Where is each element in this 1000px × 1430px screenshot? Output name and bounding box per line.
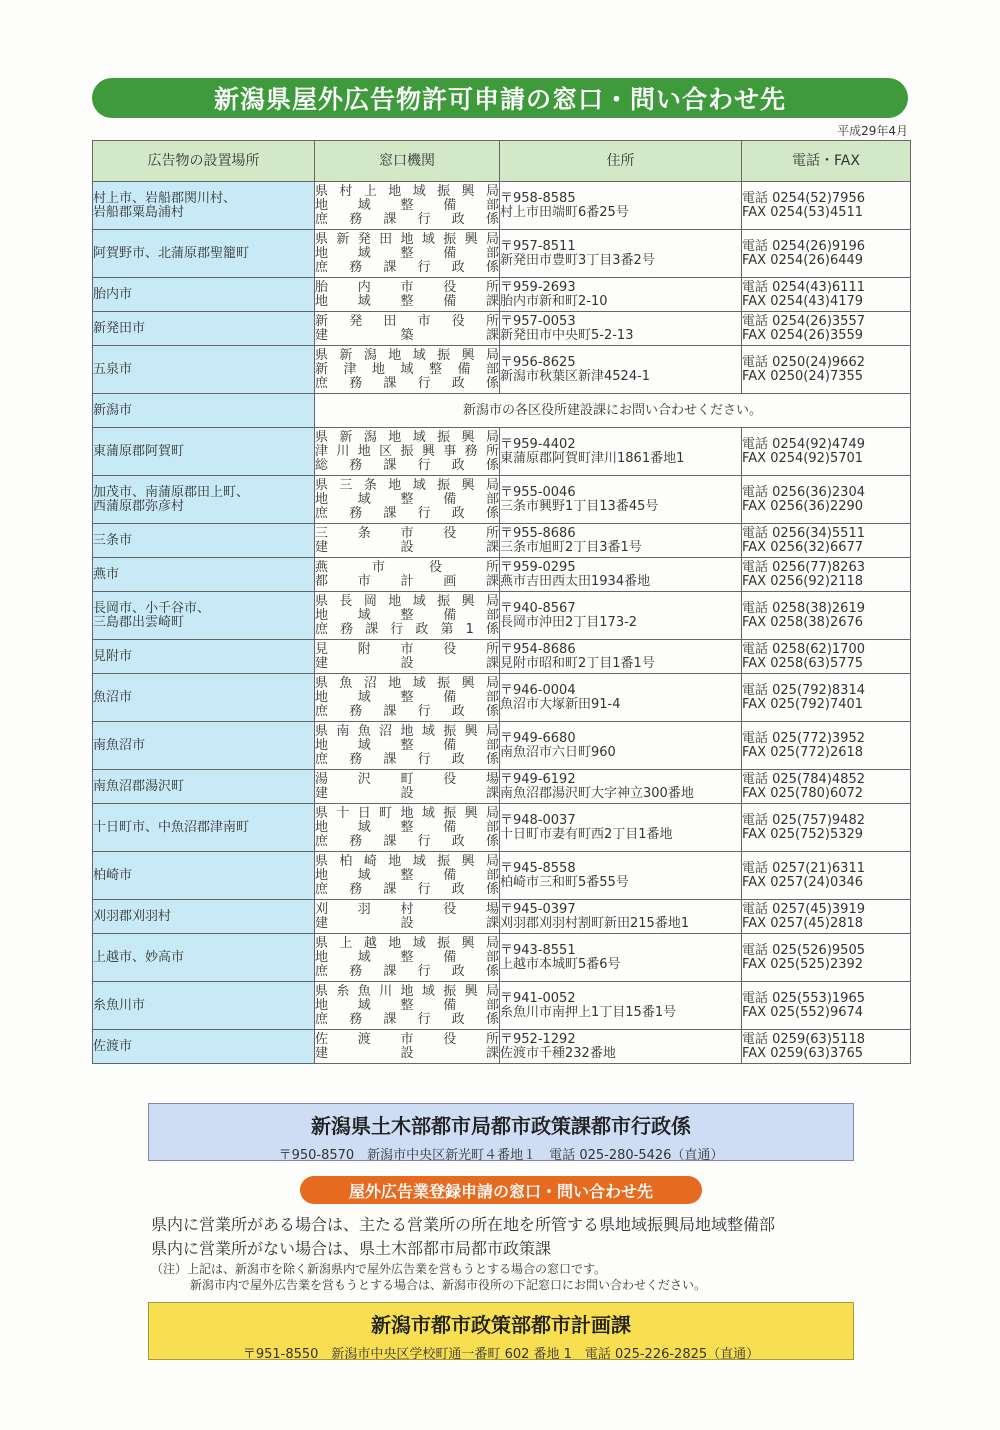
place-cell — [93, 1030, 315, 1064]
office-text: 地域整備部 — [315, 607, 499, 623]
address-text: 〒959-0295 — [500, 559, 576, 575]
table-row — [93, 900, 911, 934]
office-text: 建設課 — [315, 655, 499, 671]
place-text: 上越市、妙高市 — [93, 949, 185, 965]
address-text: 新発田市中央町5-2-13 — [500, 327, 634, 343]
address-text: 長岡市沖田2丁目173-2 — [500, 614, 638, 630]
table-row — [93, 934, 911, 982]
header-tel: 電話・FAX — [742, 141, 911, 182]
address-text: 佐渡市千種232番地 — [500, 1045, 616, 1061]
address-text: 〒959-2693 — [500, 279, 576, 295]
address-text: 〒958-8585 — [500, 190, 576, 206]
office-text: 庶務課行政係 — [315, 963, 499, 979]
place-cell — [93, 934, 315, 982]
office-cell — [315, 934, 500, 982]
niigata-city-contact-title: 新潟市都市政策部都市計画課 — [371, 1313, 631, 1337]
registration-note-2: 新潟市内で屋外広告業を営もうとする場合は、新潟市役所の下記窓口にお問い合わせください。 — [190, 1278, 707, 1292]
prefecture-contact-info: 〒950-8570 新潟市中央区新光町４番地１ 電話 025-280-5426（直通） — [278, 1148, 724, 1163]
address-text: 柏崎市三和町5番55号 — [500, 874, 629, 890]
office-cell — [315, 722, 500, 770]
place-cell — [93, 900, 315, 934]
table-header-row — [93, 141, 911, 182]
tel-cell — [742, 476, 911, 524]
note-cell: 新潟市の各区役所建設課にお問い合わせください。 — [315, 394, 911, 428]
address-text: 〒941-0052 — [500, 990, 576, 1006]
address-text: 〒959-4402 — [500, 436, 576, 452]
tel-text: 電話 0256(34)5511 — [742, 525, 865, 541]
office-cell — [315, 230, 500, 278]
place-text: 村上市、岩船郡関川村、 — [93, 190, 237, 206]
place-text: 三条市 — [93, 532, 133, 548]
office-text: 地域整備課 — [315, 293, 499, 309]
office-text: 庶務課行政係 — [315, 703, 499, 719]
place-text: 魚沼市 — [93, 689, 133, 705]
address-text: 〒948-0037 — [500, 812, 576, 828]
office-cell — [315, 476, 500, 524]
address-text: 〒949-6680 — [500, 730, 576, 746]
table-body — [93, 182, 911, 1064]
office-text: 地域整備部 — [315, 197, 499, 213]
office-text: 庶務課行政係 — [315, 881, 499, 897]
address-cell — [500, 182, 742, 230]
tel-text: FAX 0254(92)5701 — [742, 450, 864, 466]
address-text: 糸魚川市南押上1丁目15番1号 — [500, 1004, 677, 1020]
office-text: 新発田市役所 — [315, 313, 499, 329]
address-text: 〒943-8551 — [500, 942, 576, 958]
address-cell — [500, 1030, 742, 1064]
niigata-city-contact-box — [148, 1302, 854, 1360]
place-cell — [93, 558, 315, 592]
table-row — [93, 1030, 911, 1064]
office-text: 庶務課行政係 — [315, 211, 499, 227]
place-text: 加茂市、南蒲原郡田上町、 — [93, 484, 250, 500]
office-text: 刈羽村役場 — [315, 901, 499, 917]
page-title: 新潟県屋外広告物許可申請の窓口・問い合わせ先 — [92, 78, 908, 118]
address-text: 新発田市豊町3丁目3番2号 — [500, 252, 655, 268]
address-cell — [500, 230, 742, 278]
place-cell — [93, 312, 315, 346]
tel-text: 電話 0259(63)5118 — [742, 1031, 865, 1047]
address-text: 三条市興野1丁目13番45号 — [500, 498, 659, 514]
table-row — [93, 722, 911, 770]
tel-text: 電話 0258(38)2619 — [742, 600, 865, 616]
place-cell — [93, 852, 315, 900]
place-text: 東蒲原郡阿賀町 — [93, 443, 185, 459]
address-cell — [500, 934, 742, 982]
table-row — [93, 312, 911, 346]
office-text: 地域整備部 — [315, 867, 499, 883]
table-row — [93, 804, 911, 852]
address-cell — [500, 770, 742, 804]
tel-cell — [742, 722, 911, 770]
address-text: 〒945-0397 — [500, 901, 576, 917]
table-row — [93, 852, 911, 900]
place-cell — [93, 722, 315, 770]
office-cell — [315, 558, 500, 592]
tel-text: FAX 025(792)7401 — [742, 696, 864, 712]
table-row — [93, 394, 911, 428]
office-cell — [315, 804, 500, 852]
office-cell — [315, 592, 500, 640]
tel-text: FAX 025(552)9674 — [742, 1004, 864, 1020]
address-text: 新潟市秋葉区新津4524-1 — [500, 368, 651, 384]
address-cell — [500, 476, 742, 524]
tel-cell — [742, 900, 911, 934]
office-text: 胎内市役所 — [315, 279, 499, 295]
office-text: 都市計画課 — [315, 573, 499, 589]
tel-text: 電話 0250(24)9662 — [742, 354, 865, 370]
place-text: 糸魚川市 — [93, 997, 146, 1013]
office-text: 庶務課行政係 — [315, 375, 499, 391]
place-text: 西蒲原郡弥彦村 — [93, 498, 185, 514]
office-text: 建設課 — [315, 915, 499, 931]
table-row — [93, 982, 911, 1030]
office-text: 三条市役所 — [315, 525, 499, 541]
address-text: 上越市本城町5番6号 — [500, 956, 621, 972]
office-cell — [315, 278, 500, 312]
prefecture-contact-title: 新潟県土木部都市局都市政策課都市行政係 — [311, 1114, 691, 1138]
address-text: 〒952-1292 — [500, 1031, 576, 1047]
place-text: 新発田市 — [93, 320, 146, 336]
office-text: 総務課行政係 — [315, 457, 499, 473]
address-text: 〒957-8511 — [500, 238, 576, 254]
place-text: 五泉市 — [93, 361, 133, 377]
address-cell — [500, 722, 742, 770]
tel-text: 電話 025(784)4852 — [742, 771, 865, 787]
office-text: 庶務課行政係 — [315, 505, 499, 521]
tel-cell — [742, 674, 911, 722]
place-cell — [93, 674, 315, 722]
tel-cell — [742, 524, 911, 558]
address-text: 燕市吉田西太田1934番地 — [500, 573, 651, 589]
office-text: 庶務課行政係 — [315, 833, 499, 849]
place-text: 刈羽郡刈羽村 — [93, 908, 172, 924]
office-text: 県村上地域振興局 — [315, 183, 499, 199]
address-text: 胎内市新和町2-10 — [500, 293, 608, 309]
place-text: 佐渡市 — [93, 1038, 133, 1054]
place-text: 燕市 — [93, 566, 120, 582]
tel-cell — [742, 1030, 911, 1064]
office-text: 県魚沼地域振興局 — [315, 675, 499, 691]
place-text: 新潟市 — [93, 402, 133, 418]
address-text: 〒940-8567 — [500, 600, 576, 616]
table-row — [93, 640, 911, 674]
office-text: 庶務課行政係 — [315, 259, 499, 275]
place-text: 三島郡出雲崎町 — [93, 614, 185, 630]
office-text: 建築課 — [315, 327, 499, 343]
office-text: 建設課 — [315, 1045, 499, 1061]
address-text: 〒949-6192 — [500, 771, 576, 787]
office-text: 湯沢町役場 — [315, 771, 499, 787]
address-text: 〒945-8558 — [500, 860, 576, 876]
address-cell — [500, 674, 742, 722]
office-cell — [315, 312, 500, 346]
tel-text: FAX 0258(38)2676 — [742, 614, 864, 630]
address-text: 〒957-0053 — [500, 313, 576, 329]
place-cell — [93, 592, 315, 640]
place-cell — [93, 278, 315, 312]
address-text: 刈羽郡刈羽村割町新田215番地1 — [500, 915, 690, 931]
place-cell — [93, 182, 315, 230]
address-cell — [500, 428, 742, 476]
tel-text: 電話 0254(92)4749 — [742, 436, 865, 452]
tel-text: 電話 025(757)9482 — [742, 812, 865, 828]
address-text: 見附市昭和町2丁目1番1号 — [500, 655, 655, 671]
office-cell — [315, 428, 500, 476]
place-cell — [93, 346, 315, 394]
address-text: 魚沼市大塚新田91-4 — [500, 696, 621, 712]
address-cell — [500, 278, 742, 312]
address-text: 〒954-8686 — [500, 641, 576, 657]
place-cell — [93, 524, 315, 558]
address-cell — [500, 592, 742, 640]
office-text: 庶務課行政第1係 — [315, 621, 499, 637]
office-text: 県新潟地域振興局 — [315, 429, 499, 445]
tel-text: 電話 0254(52)7956 — [742, 190, 865, 206]
tel-text: 電話 025(526)9505 — [742, 942, 865, 958]
office-cell — [315, 640, 500, 674]
tel-cell — [742, 278, 911, 312]
office-cell — [315, 1030, 500, 1064]
registration-line-1: 県内に営業所がある場合は、主たる営業所の所在地を所管する県地域振興局地域整備部 — [151, 1215, 776, 1234]
office-text: 佐渡市役所 — [315, 1031, 499, 1047]
table-row — [93, 592, 911, 640]
place-text: 十日町市、中魚沼郡津南町 — [93, 819, 250, 835]
tel-cell — [742, 346, 911, 394]
office-text: 見附市役所 — [315, 641, 499, 657]
office-text: 県十日町地域振興局 — [315, 805, 499, 821]
tel-cell — [742, 982, 911, 1030]
address-text: 〒955-8686 — [500, 525, 576, 541]
tel-cell — [742, 804, 911, 852]
place-cell — [93, 804, 315, 852]
office-text: 県上越地域振興局 — [315, 935, 499, 951]
address-cell — [500, 640, 742, 674]
date-note: 平成29年4月 — [837, 124, 908, 138]
place-cell — [93, 640, 315, 674]
address-text: 村上市田端町6番25号 — [500, 204, 629, 220]
office-cell — [315, 524, 500, 558]
place-text: 岩船郡粟島浦村 — [93, 204, 185, 220]
address-cell — [500, 804, 742, 852]
place-cell — [93, 428, 315, 476]
tel-text: FAX 025(752)5329 — [742, 826, 864, 842]
place-cell — [93, 230, 315, 278]
tel-text: FAX 0254(53)4511 — [742, 204, 864, 220]
tel-text: 電話 0257(45)3919 — [742, 901, 865, 917]
place-text: 阿賀野市、北蒲原郡聖籠町 — [93, 245, 250, 261]
office-text: 県糸魚川地域振興局 — [315, 983, 499, 999]
tel-cell — [742, 770, 911, 804]
tel-text: 電話 0256(77)8263 — [742, 559, 865, 575]
tel-text: FAX 025(525)2392 — [742, 956, 864, 972]
office-cell — [315, 982, 500, 1030]
office-text: 地域整備部 — [315, 819, 499, 835]
tel-text: FAX 025(780)6072 — [742, 785, 864, 801]
tel-text: FAX 0256(32)6677 — [742, 539, 864, 555]
table-row — [93, 346, 911, 394]
office-cell — [315, 346, 500, 394]
tel-text: FAX 0254(43)4179 — [742, 293, 864, 309]
place-cell — [93, 982, 315, 1030]
table-row — [93, 182, 911, 230]
table-row — [93, 558, 911, 592]
tel-text: FAX 025(772)2618 — [742, 744, 864, 760]
tel-text: FAX 0257(24)0346 — [742, 874, 864, 890]
office-cell — [315, 900, 500, 934]
address-text: 東蒲原郡阿賀町津川1861番地1 — [500, 450, 685, 466]
place-text: 長岡市、小千谷市、 — [93, 600, 211, 616]
office-text: 県新発田地域振興局 — [315, 231, 499, 247]
place-text: 南魚沼市 — [93, 737, 146, 753]
tel-text: FAX 0256(36)2290 — [742, 498, 864, 514]
header-address: 住所 — [500, 141, 742, 182]
table-row — [93, 770, 911, 804]
address-text: 〒956-8625 — [500, 354, 576, 370]
prefecture-contact-box — [148, 1103, 854, 1161]
registration-line-2: 県内に営業所がない場合は、県土木部都市局都市政策課 — [151, 1239, 552, 1258]
tel-cell — [742, 312, 911, 346]
registration-label: 屋外広告業登録申請の窓口・問い合わせ先 — [300, 1176, 702, 1204]
office-cell — [315, 852, 500, 900]
address-cell — [500, 346, 742, 394]
office-text: 県新潟地域振興局 — [315, 347, 499, 363]
tel-cell — [742, 428, 911, 476]
address-cell — [500, 982, 742, 1030]
header-office: 窓口機関 — [315, 141, 500, 182]
place-cell — [93, 394, 315, 428]
tel-text: 電話 025(553)1965 — [742, 990, 865, 1006]
tel-text: 電話 0256(36)2304 — [742, 484, 865, 500]
tel-text: 電話 025(772)3952 — [742, 730, 865, 746]
header-place: 広告物の設置場所 — [93, 141, 315, 182]
tel-cell — [742, 592, 911, 640]
office-text: 地域整備部 — [315, 689, 499, 705]
table-row — [93, 278, 911, 312]
office-cell — [315, 770, 500, 804]
table-row — [93, 476, 911, 524]
tel-text: 電話 0257(21)6311 — [742, 860, 865, 876]
address-cell — [500, 312, 742, 346]
tel-cell — [742, 230, 911, 278]
tel-text: FAX 0259(63)3765 — [742, 1045, 864, 1061]
office-text: 地域整備部 — [315, 997, 499, 1013]
tel-text: FAX 0254(26)3559 — [742, 327, 864, 343]
table-row — [93, 674, 911, 722]
address-cell — [500, 852, 742, 900]
office-text: 県三条地域振興局 — [315, 477, 499, 493]
tel-text: FAX 0250(24)7355 — [742, 368, 864, 384]
address-text: 南魚沼郡湯沢町大字神立300番地 — [500, 785, 694, 801]
place-text: 南魚沼郡湯沢町 — [93, 778, 185, 794]
place-text: 見附市 — [93, 648, 133, 664]
address-text: 十日町市妻有町西2丁目1番地 — [500, 826, 673, 842]
address-text: 三条市旭町2丁目3番1号 — [500, 539, 642, 555]
office-text: 地域整備部 — [315, 245, 499, 261]
niigata-city-contact-info: 〒951-8550 新潟市中央区学校町通一番町 602 番地 1 電話 025-226-2825（直通） — [242, 1347, 760, 1362]
tel-text: FAX 0258(63)5775 — [742, 655, 864, 671]
place-text: 柏崎市 — [93, 867, 133, 883]
tel-text: 電話 0258(62)1700 — [742, 641, 865, 657]
tel-text: FAX 0256(92)2118 — [742, 573, 864, 589]
tel-text: 電話 0254(43)6111 — [742, 279, 865, 295]
office-text: 庶務課行政係 — [315, 1011, 499, 1027]
office-text: 県柏崎地域振興局 — [315, 853, 499, 869]
tel-cell — [742, 558, 911, 592]
place-text: 胎内市 — [93, 286, 133, 302]
tel-cell — [742, 852, 911, 900]
tel-text: 電話 025(792)8314 — [742, 682, 865, 698]
office-text: 建設課 — [315, 539, 499, 555]
office-cell — [315, 674, 500, 722]
tel-cell — [742, 934, 911, 982]
office-text: 津川地区振興事務所 — [315, 443, 499, 459]
contact-table — [92, 140, 911, 1064]
office-cell — [315, 182, 500, 230]
tel-text: 電話 0254(26)9196 — [742, 238, 865, 254]
address-text: 〒946-0004 — [500, 682, 576, 698]
registration-note-1: （注）上記は、新潟市を除く新潟県内で屋外広告業を営もうとする場合の窓口です。 — [151, 1262, 607, 1276]
address-text: 南魚沼市六日町960 — [500, 744, 616, 760]
office-text: 庶務課行政係 — [315, 751, 499, 767]
address-cell — [500, 524, 742, 558]
office-text: 地域整備部 — [315, 737, 499, 753]
office-text: 県南魚沼地域振興局 — [315, 723, 499, 739]
tel-cell — [742, 182, 911, 230]
office-text: 県長岡地域振興局 — [315, 593, 499, 609]
table-row — [93, 428, 911, 476]
tel-cell — [742, 640, 911, 674]
address-cell — [500, 900, 742, 934]
office-text: 地域整備部 — [315, 491, 499, 507]
office-text: 地域整備部 — [315, 949, 499, 965]
office-text: 燕市役所 — [315, 559, 499, 575]
office-text: 新津地域整備部 — [315, 361, 499, 377]
table-row — [93, 524, 911, 558]
tel-text: FAX 0257(45)2818 — [742, 915, 864, 931]
table-row — [93, 230, 911, 278]
address-text: 〒955-0046 — [500, 484, 576, 500]
address-cell — [500, 558, 742, 592]
place-cell — [93, 476, 315, 524]
tel-text: 電話 0254(26)3557 — [742, 313, 865, 329]
place-cell — [93, 770, 315, 804]
tel-text: FAX 0254(26)6449 — [742, 252, 864, 268]
office-text: 建設課 — [315, 785, 499, 801]
